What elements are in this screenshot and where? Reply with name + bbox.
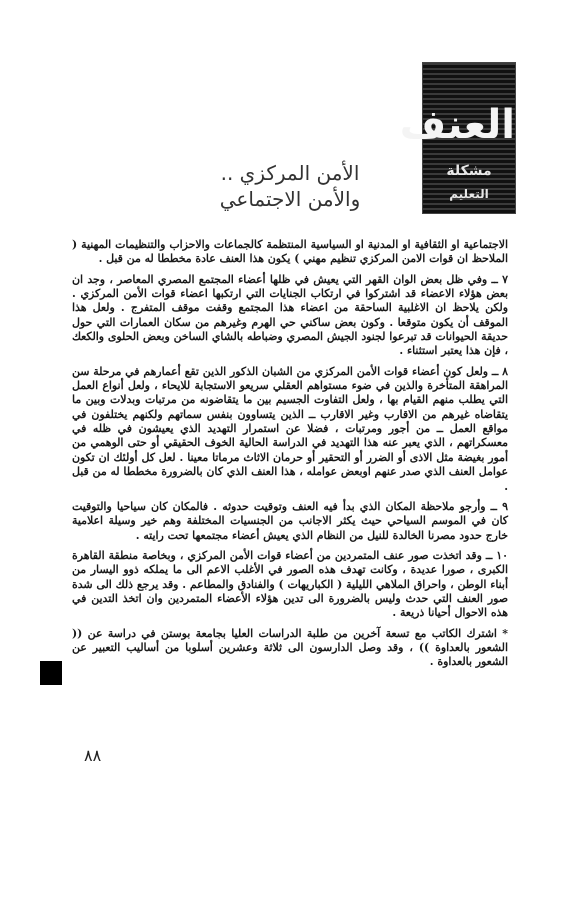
- badge-title: العنف: [399, 102, 515, 148]
- footnote: * اشترك الكاتب مع تسعة آخرين من طلبة الدراسات العليا بجامعة بوستن في دراسة عن (( الشعور بالعداوة )) ، وقد وصل الدارسون الى ثلاثة وعشرين أسلوبا من أساليب التعبير عن الشعور بالعداوة .: [72, 626, 508, 669]
- page-number: ٨٨: [84, 746, 102, 765]
- chapter-heading-line-2: والأمن الاجتماعي: [219, 187, 361, 211]
- chapter-heading: [170, 160, 410, 212]
- body-text: [72, 238, 508, 673]
- paragraph-9: ٩ ــ وأرجو ملاحظة المكان الذي بدأ فيه العنف وتوقيت حدوثه . فالمكان كان سياحيا والتوقيت كان في الموسم السياحي حيث يكثر الاجانب من الجنسيات المختلفة وهم خير وسيلة اعلامية خارج حدود مصرنا الخالدة للنيل من النظام الذي يعيش أعضاء مجتمعها تحت رايته .: [72, 499, 508, 542]
- badge-subtitle-2: التعليم: [449, 187, 489, 201]
- series-badge: [399, 62, 516, 214]
- paragraph-10: ١٠ ــ وقد اتخذت صور عنف المتمردين من أعضاء قوات الأمن المركزي ، وبخاصة منطقة القاهرة الكبرى ، صورا عديدة ، وكانت تهدف هذه الصور في الأغلب الاعم الى ما يملكه ذوو اليسار من أبناء الوطن ، واحراق الملاهي الليلية ( الكباريهات ) والفنادق والمطاعم . وقد يرجع ذلك الى شدة صور العنف التي حدث وليس بالضرورة الى تدين هؤلاء الأعضاء المتمردين وان اتخذ التدين في هذه الاحوال أحيانا ذريعة .: [72, 548, 508, 620]
- paragraph-7: ٧ ــ وفي ظل بعض الوان القهر التي يعيش في ظلها أعضاء المجتمع المصري المعاصر ، وجد ان بعض هؤلاء الاعضاء قد اشتركوا في ارتكاب الجنايات التي ارتكبها اعضاء قوات الأمن المركزي . ولكن يلاحظ ان الاغلبية الساحقة من اعضاء هذا المجتمع وقفت موقف المتفرج . ولعل هذا الموقف أن يكون متوقعا . وكون بعض ساكني حي الهرم وغيرهم من سكان العمارات التي حول حديقة الحيوانات قد تبرعوا لجنود الجيش المصري وضباطه بالشاي الساخن وبعض الحلوى والكعك ، فإن هذا يعتبر استثناء .: [72, 272, 508, 358]
- chapter-heading-line-1: الأمن المركزي ..: [220, 161, 360, 185]
- badge-subtitle-1: مشكلة: [446, 163, 492, 179]
- paragraph-8: ٨ ــ ولعل كون أعضاء قوات الأمن المركزي من الشبان الذكور الذين تقع أعمارهم في مرحلة سن المراهقة المتأخرة والذين في ضوء مستواهم العقلي سريعو الاستجابة للايحاء ، ولعل أنواع العمل التي يطلب منهم القيام بها ، ولعل التفاوت الجسيم بين ما يتقاضونه من مرتبات وبدلات وبين ما يتقاضاه غيرهم من الاقارب وغير الاقارب ــ الذين يتساوون بنفس سماتهم ولكنهم يختلفون في مواقع العمل ــ من أجور ومرتبات ، فضلا عن استمرار التهديد الذي يعيشون في ظله في معسكراتهم ، الذي يعبر عنه هذا التهديد في الدراسة الحالية الخوف الحقيقي أو حتى الوهمي من أمور بغيضة مثل الاذى أو الضرر أو التحقير أو حرمان الاثاث مرماتا معينا . لعل كل أولئك ان تكون عوامل العنف الذي صدر عنهم اوبعض عوامله ، هذا العنف الذي كان بالضرورة مخططا له من قبل .: [72, 364, 508, 493]
- margin-marker: [40, 661, 62, 685]
- paragraph-intro: الاجتماعية او الثقافية او المدنية او السياسية المنتظمة كالجماعات والاحزاب والتنظيمات المهنية ( الملاحظ ان قوات الامن المركزي تنظيم مهني ) يكون هذا العنف عادة مخططا له من قبل .: [72, 238, 508, 266]
